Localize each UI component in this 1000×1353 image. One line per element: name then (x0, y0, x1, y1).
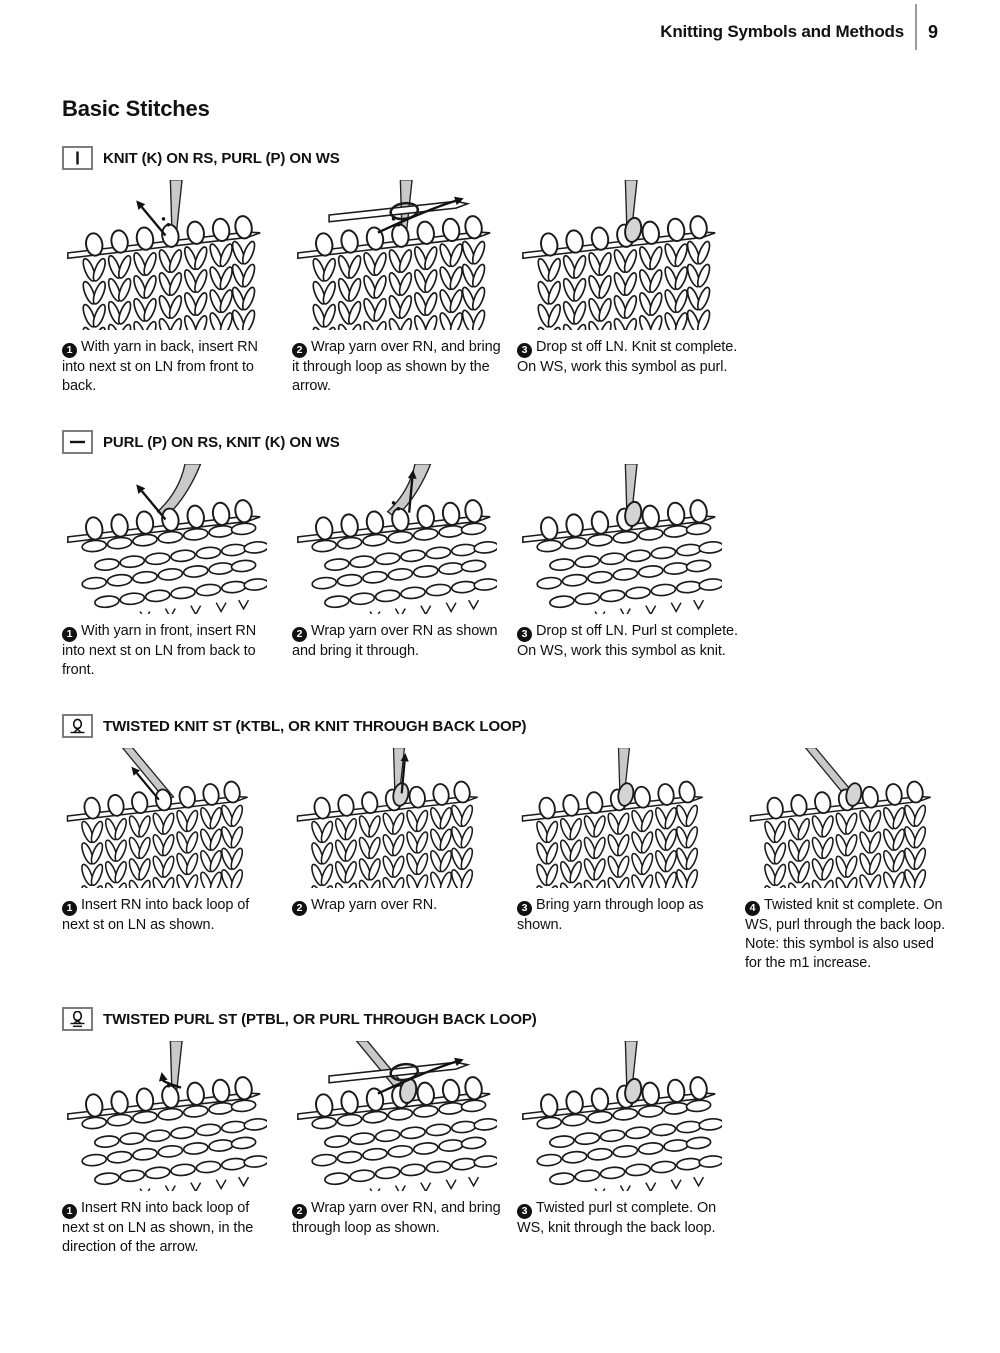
step-caption (745, 896, 962, 973)
step-panel (517, 464, 762, 680)
knitting-illustration-knit (62, 748, 254, 888)
step-panel (62, 1041, 292, 1257)
step-panels (62, 748, 946, 973)
knitting-illustration-knit (62, 180, 267, 330)
page-number: 9 (927, 21, 938, 42)
purl-symbol (62, 430, 93, 454)
step-number-badge: 3 (517, 901, 532, 916)
step-text: Twisted knit st complete. On WS, purl through the back loop. Note: this symbol is also used for the m1 increase. (745, 897, 946, 971)
step-text: Wrap yarn over RN, and bring through loop as shown. (292, 1200, 501, 1236)
step-text: Bring yarn through loop as shown. (517, 897, 704, 933)
step-text: With yarn in back, insert RN into next st on LN from front to back. (62, 339, 258, 394)
knitting-illustration-knit (745, 748, 937, 888)
section-header (62, 714, 938, 738)
section-purl (62, 430, 938, 680)
twisted-knit-symbol-glyph (66, 718, 89, 734)
step-caption (517, 338, 762, 396)
step-text: Drop st off LN. Purl st complete. On WS, work this symbol as knit. (517, 623, 738, 659)
step-number-badge: 3 (517, 343, 532, 358)
purl-symbol-glyph (66, 434, 89, 450)
knitting-illustration-purl (62, 464, 267, 614)
step-number-badge: 2 (292, 343, 307, 358)
step-text: Wrap yarn over RN, and bring it through loop as shown by the arrow. (292, 339, 501, 394)
step-panels (62, 464, 938, 680)
section-header (62, 430, 938, 454)
step-panel (292, 464, 517, 680)
knit-symbol-glyph (66, 150, 89, 166)
step-panel (292, 180, 517, 396)
step-caption (292, 622, 517, 680)
section-title: KNIT (K) ON RS, PURL (P) ON WS (103, 149, 340, 167)
step-panel (517, 180, 762, 396)
knitting-illustration-purl (517, 464, 722, 614)
section-title: PURL (P) ON RS, KNIT (K) ON WS (103, 433, 340, 451)
knit-symbol (62, 146, 93, 170)
step-caption (62, 338, 292, 396)
step-number-badge: 1 (62, 901, 77, 916)
section-header (62, 1007, 938, 1031)
step-panel (62, 180, 292, 396)
step-text: Wrap yarn over RN as shown and bring it through. (292, 623, 498, 659)
step-text: Insert RN into back loop of next st on LN as shown. (62, 897, 250, 933)
step-text: With yarn in front, insert RN into next st on LN from back to front. (62, 623, 257, 678)
header-divider (915, 4, 917, 50)
section-title: TWISTED KNIT ST (KTBL, OR KNIT THROUGH BACK LOOP) (103, 717, 527, 735)
step-caption (62, 896, 292, 954)
step-caption (292, 896, 517, 954)
step-panels (62, 1041, 938, 1257)
step-caption (62, 622, 292, 680)
knitting-illustration-knit (517, 180, 722, 330)
step-panel (292, 748, 517, 973)
step-caption (292, 338, 517, 396)
section-knit (62, 146, 938, 396)
step-text: Insert RN into back loop of next st on LN as shown, in the direction of the arrow. (62, 1200, 254, 1255)
step-panels (62, 180, 938, 396)
section-twisted-purl (62, 1007, 938, 1257)
sections-container (62, 146, 946, 1257)
step-panel (292, 1041, 517, 1257)
running-header-title: Knitting Symbols and Methods (660, 22, 904, 41)
step-panel (62, 748, 292, 973)
section-header (62, 146, 938, 170)
section-title: TWISTED PURL ST (PTBL, OR PURL THROUGH BACK LOOP) (103, 1010, 537, 1028)
twisted-purl-symbol-glyph (66, 1011, 89, 1027)
step-text: Twisted purl st complete. On WS, knit through the back loop. (517, 1200, 717, 1236)
step-number-badge: 3 (517, 1204, 532, 1219)
step-panel (745, 748, 962, 973)
knitting-illustration-purl (62, 1041, 267, 1191)
running-header (0, 0, 1000, 46)
knitting-illustration-purl (292, 1041, 497, 1191)
step-panel (517, 748, 745, 973)
twisted-purl-symbol (62, 1007, 93, 1031)
page-title: Basic Stitches (62, 96, 210, 121)
step-number-badge: 1 (62, 1204, 77, 1219)
step-number-badge: 2 (292, 1204, 307, 1219)
step-caption (292, 1199, 517, 1257)
step-text: Drop st off LN. Knit st complete. On WS, work this symbol as purl. (517, 339, 738, 375)
step-caption (517, 896, 745, 954)
step-number-badge: 2 (292, 627, 307, 642)
section-twisted-knit (62, 714, 946, 973)
step-caption (517, 622, 762, 680)
twisted-knit-symbol (62, 714, 93, 738)
knitting-illustration-knit (517, 748, 709, 888)
step-panel (62, 464, 292, 680)
step-text: Wrap yarn over RN. (311, 897, 438, 913)
step-caption (62, 1199, 292, 1257)
step-number-badge: 2 (292, 901, 307, 916)
knitting-illustration-knit (292, 748, 484, 888)
knitting-illustration-purl (292, 464, 497, 614)
step-number-badge: 3 (517, 627, 532, 642)
step-number-badge: 4 (745, 901, 760, 916)
step-number-badge: 1 (62, 343, 77, 358)
step-number-badge: 1 (62, 627, 77, 642)
step-panel (517, 1041, 762, 1257)
step-caption (517, 1199, 762, 1257)
knitting-illustration-purl (517, 1041, 722, 1191)
knitting-illustration-knit (292, 180, 497, 330)
